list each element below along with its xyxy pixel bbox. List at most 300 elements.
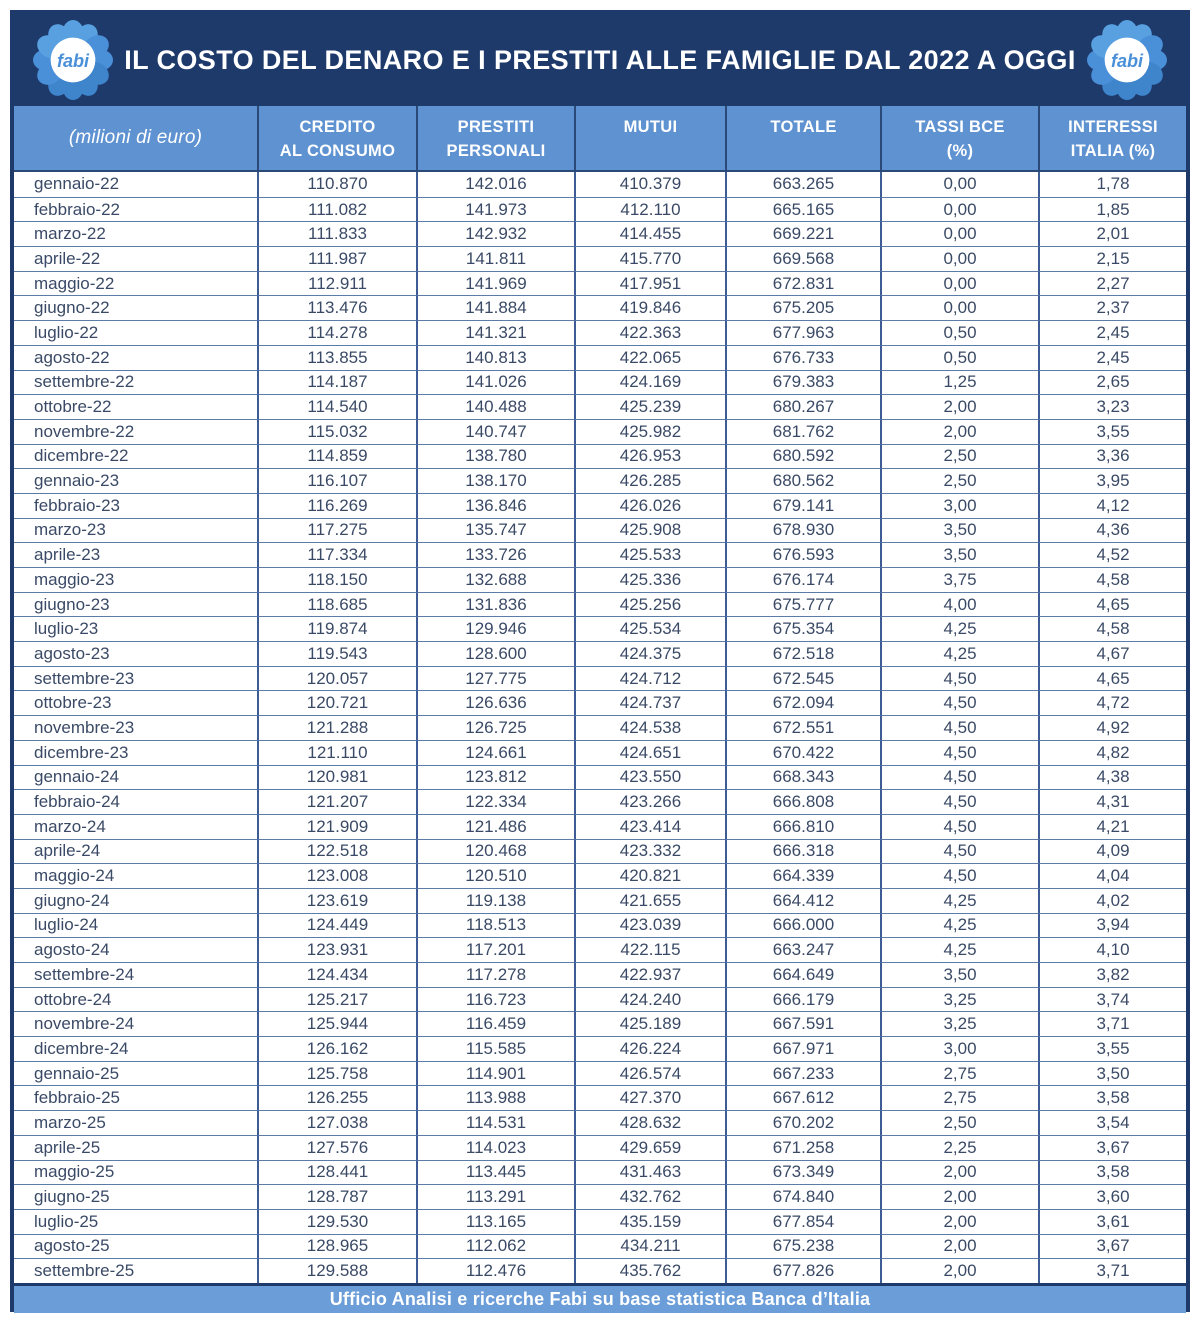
value-cell: 117.201 [416,937,574,962]
month-cell: giugno-24 [14,888,257,913]
value-cell: 141.026 [416,370,574,395]
value-cell: 128.441 [257,1160,416,1185]
value-cell: 679.141 [725,493,880,518]
column-header-credito-al-consumo: CREDITO AL CONSUMO [257,106,416,170]
value-cell: 667.971 [725,1036,880,1061]
value-cell: 426.285 [574,468,725,493]
month-cell: gennaio-25 [14,1061,257,1086]
value-cell: 0,50 [880,345,1038,370]
value-cell: 3,71 [1038,1011,1186,1036]
value-cell: 4,72 [1038,690,1186,715]
value-cell: 675.777 [725,592,880,617]
value-cell: 121.486 [416,814,574,839]
value-cell: 2,00 [880,419,1038,444]
value-cell: 664.339 [725,863,880,888]
month-cell: agosto-23 [14,641,257,666]
value-cell: 4,58 [1038,567,1186,592]
value-cell: 663.265 [725,172,880,197]
value-cell: 667.233 [725,1061,880,1086]
value-cell: 4,92 [1038,715,1186,740]
value-cell: 4,36 [1038,518,1186,543]
value-cell: 672.545 [725,666,880,691]
table-row [14,592,1186,617]
table-row [14,1110,1186,1135]
value-cell: 667.591 [725,1011,880,1036]
month-cell: luglio-23 [14,616,257,641]
value-cell: 428.632 [574,1110,725,1135]
value-cell: 126.636 [416,690,574,715]
month-cell: agosto-25 [14,1234,257,1259]
value-cell: 424.240 [574,987,725,1012]
value-cell: 113.476 [257,295,416,320]
value-cell: 4,25 [880,641,1038,666]
value-cell: 135.747 [416,518,574,543]
value-cell: 2,00 [880,1258,1038,1283]
month-cell: ottobre-24 [14,987,257,1012]
value-cell: 128.965 [257,1234,416,1259]
value-cell: 122.334 [416,789,574,814]
value-cell: 666.179 [725,987,880,1012]
month-cell: aprile-24 [14,839,257,864]
value-cell: 3,50 [880,518,1038,543]
value-cell: 113.988 [416,1085,574,1110]
value-cell: 3,25 [880,1011,1038,1036]
month-cell: gennaio-22 [34,174,120,194]
column-header-totale: TOTALE [725,106,880,170]
month-cell: settembre-25 [14,1258,257,1283]
value-cell: 113.291 [416,1184,574,1209]
table-row [14,345,1186,370]
table-row [14,1160,1186,1185]
value-cell: 132.688 [416,567,574,592]
value-cell: 670.422 [725,740,880,765]
value-cell: 120.468 [416,839,574,864]
value-cell: 670.202 [725,1110,880,1135]
value-cell: 120.721 [257,690,416,715]
month-cell: aprile-25 [14,1135,257,1160]
value-cell: 129.588 [257,1258,416,1283]
value-cell: 113.445 [416,1160,574,1185]
value-cell: 2,75 [880,1085,1038,1110]
value-cell: 124.661 [416,740,574,765]
month-cell: gennaio-24 [14,765,257,790]
value-cell: 669.568 [725,246,880,271]
value-cell: 141.321 [416,320,574,345]
value-cell: 4,50 [880,740,1038,765]
value-cell: 121.909 [257,814,416,839]
value-cell: 3,74 [1038,987,1186,1012]
table-row [14,493,1186,518]
value-cell: 2,27 [1038,271,1186,296]
value-cell: 677.826 [725,1258,880,1283]
table-row [14,789,1186,814]
month-cell: giugno-25 [14,1184,257,1209]
value-cell: 131.836 [416,592,574,617]
table-row [14,1258,1186,1283]
fabi-logo-left-icon [30,17,116,103]
value-cell: 113.855 [257,345,416,370]
value-cell: 116.269 [257,493,416,518]
value-cell: 141.969 [416,271,574,296]
fabi-logo-wordmark: fabi [1110,50,1144,71]
value-cell: 127.038 [257,1110,416,1135]
value-cell: 4,25 [880,913,1038,938]
value-cell: 410.379 [574,172,725,197]
value-cell: 3,75 [880,567,1038,592]
table-row [14,740,1186,765]
value-cell: 3,71 [1038,1258,1186,1283]
value-cell: 4,25 [880,616,1038,641]
value-cell: 3,50 [880,542,1038,567]
value-cell: 118.685 [257,592,416,617]
value-cell: 2,00 [880,1234,1038,1259]
table-row [14,542,1186,567]
value-cell: 2,15 [1038,246,1186,271]
value-cell: 116.459 [416,1011,574,1036]
table-row [14,320,1186,345]
month-cell: maggio-23 [14,567,257,592]
value-cell: 2,00 [880,1160,1038,1185]
value-cell: 672.518 [725,641,880,666]
value-cell: 118.513 [416,913,574,938]
table-row [14,1061,1186,1086]
value-cell: 111.082 [257,197,416,222]
value-cell: 117.278 [416,962,574,987]
value-cell: 4,65 [1038,592,1186,617]
value-cell: 114.187 [257,370,416,395]
value-cell: 123.008 [257,863,416,888]
value-cell: 121.110 [257,740,416,765]
value-cell: 0,00 [880,221,1038,246]
value-cell: 2,50 [880,1110,1038,1135]
value-cell: 672.551 [725,715,880,740]
value-cell: 425.189 [574,1011,725,1036]
value-cell: 668.343 [725,765,880,790]
value-cell: 2,75 [880,1061,1038,1086]
value-cell: 426.574 [574,1061,725,1086]
table-row [14,1234,1186,1259]
table-row [14,1209,1186,1234]
value-cell: 126.725 [416,715,574,740]
value-cell: 115.032 [257,419,416,444]
value-cell: 666.808 [725,789,880,814]
value-cell: 140.813 [416,345,574,370]
page-title: IL COSTO DEL DENARO E I PRESTITI ALLE FAMIGLIE DAL 2022 A OGGI [124,44,1076,75]
month-cell: agosto-24 [14,937,257,962]
value-cell: 1,78 [1038,172,1186,197]
table-row [14,295,1186,320]
value-cell: 424.712 [574,666,725,691]
value-cell: 426.224 [574,1036,725,1061]
column-header-mutui: MUTUI [574,106,725,170]
unit-label: (milioni di euro) [68,127,203,148]
value-cell: 4,82 [1038,740,1186,765]
value-cell: 112.476 [416,1258,574,1283]
value-cell: 424.169 [574,370,725,395]
value-cell: 141.811 [416,246,574,271]
value-cell: 672.831 [725,271,880,296]
value-cell: 677.854 [725,1209,880,1234]
value-cell: 4,04 [1038,863,1186,888]
table-row [14,987,1186,1012]
value-cell: 4,09 [1038,839,1186,864]
value-cell: 129.946 [416,616,574,641]
month-cell: aprile-23 [14,542,257,567]
value-cell: 0,00 [880,246,1038,271]
value-cell: 671.258 [725,1135,880,1160]
value-cell: 123.812 [416,765,574,790]
value-cell: 679.383 [725,370,880,395]
value-cell: 425.239 [574,394,725,419]
value-cell: 2,00 [880,394,1038,419]
value-cell: 141.973 [416,197,574,222]
month-cell: marzo-24 [14,814,257,839]
table-row [14,518,1186,543]
value-cell: 669.221 [725,221,880,246]
value-cell: 4,65 [1038,666,1186,691]
table-row [14,394,1186,419]
month-cell: luglio-25 [14,1209,257,1234]
value-cell: 4,67 [1038,641,1186,666]
value-cell: 432.762 [574,1184,725,1209]
value-cell: 3,60 [1038,1184,1186,1209]
value-cell: 429.659 [574,1135,725,1160]
value-cell: 4,10 [1038,937,1186,962]
value-cell: 122.518 [257,839,416,864]
month-cell: luglio-24 [14,913,257,938]
month-cell: maggio-25 [14,1160,257,1185]
footer-bar [14,1283,1186,1313]
column-header-interessi-italia: INTERESSI ITALIA (%) [1038,106,1186,170]
month-cell: settembre-23 [14,666,257,691]
value-cell: 142.932 [416,221,574,246]
value-cell: 2,00 [880,1184,1038,1209]
month-cell: febbraio-22 [14,197,257,222]
month-cell: novembre-22 [14,419,257,444]
value-cell: 119.138 [416,888,574,913]
value-cell: 3,55 [1038,1036,1186,1061]
value-cell: 4,02 [1038,888,1186,913]
value-cell: 116.107 [257,468,416,493]
value-cell: 2,45 [1038,345,1186,370]
value-cell: 4,52 [1038,542,1186,567]
value-cell: 4,25 [880,937,1038,962]
value-cell: 676.593 [725,542,880,567]
table-row [14,765,1186,790]
value-cell: 420.821 [574,863,725,888]
value-cell: 124.449 [257,913,416,938]
value-cell: 4,58 [1038,616,1186,641]
value-cell: 128.787 [257,1184,416,1209]
value-cell: 673.349 [725,1160,880,1185]
header-banner [14,14,1186,106]
table-row [14,839,1186,864]
infographic-frame [10,10,1190,1312]
table-row [14,172,1186,197]
value-cell: 136.846 [416,493,574,518]
value-cell: 4,50 [880,666,1038,691]
value-cell: 422.065 [574,345,725,370]
value-cell: 4,21 [1038,814,1186,839]
value-cell: 4,38 [1038,765,1186,790]
value-cell: 4,50 [880,839,1038,864]
value-cell: 425.533 [574,542,725,567]
value-cell: 3,82 [1038,962,1186,987]
table-row [14,1011,1186,1036]
value-cell: 114.901 [416,1061,574,1086]
value-cell: 423.414 [574,814,725,839]
value-cell: 120.981 [257,765,416,790]
table-row [14,370,1186,395]
value-cell: 419.846 [574,295,725,320]
value-cell: 2,45 [1038,320,1186,345]
table-row [14,641,1186,666]
value-cell: 138.170 [416,468,574,493]
value-cell: 125.217 [257,987,416,1012]
value-cell: 125.944 [257,1011,416,1036]
value-cell: 127.775 [416,666,574,691]
value-cell: 115.585 [416,1036,574,1061]
month-cell: febbraio-23 [14,493,257,518]
table-row [14,567,1186,592]
value-cell: 678.930 [725,518,880,543]
month-cell: settembre-24 [14,962,257,987]
value-cell: 114.531 [416,1110,574,1135]
month-cell: aprile-22 [14,246,257,271]
value-cell: 431.463 [574,1160,725,1185]
value-cell: 427.370 [574,1085,725,1110]
value-cell: 112.911 [257,271,416,296]
value-cell: 114.859 [257,444,416,469]
value-cell: 2,50 [880,444,1038,469]
value-cell: 423.266 [574,789,725,814]
table-row [14,937,1186,962]
value-cell: 2,00 [880,1209,1038,1234]
value-cell: 3,61 [1038,1209,1186,1234]
value-cell: 434.211 [574,1234,725,1259]
table-row [14,913,1186,938]
value-cell: 4,12 [1038,493,1186,518]
value-cell: 666.318 [725,839,880,864]
value-cell: 680.592 [725,444,880,469]
value-cell: 0,00 [880,295,1038,320]
table-row [14,715,1186,740]
value-cell: 423.039 [574,913,725,938]
value-cell: 675.205 [725,295,880,320]
month-cell: gennaio-23 [14,468,257,493]
value-cell: 412.110 [574,197,725,222]
value-cell: 3,55 [1038,419,1186,444]
value-cell: 425.908 [574,518,725,543]
month-cell: marzo-22 [14,221,257,246]
value-cell: 123.619 [257,888,416,913]
table-row [14,616,1186,641]
value-cell: 422.937 [574,962,725,987]
value-cell: 1,25 [880,370,1038,395]
value-cell: 117.334 [257,542,416,567]
column-header-prestiti-personali: PRESTITI PERSONALI [416,106,574,170]
month-cell: ottobre-23 [14,690,257,715]
value-cell: 0,00 [880,172,1038,197]
value-cell: 133.726 [416,542,574,567]
value-cell: 123.931 [257,937,416,962]
value-cell: 128.600 [416,641,574,666]
value-cell: 4,50 [880,789,1038,814]
value-cell: 3,36 [1038,444,1186,469]
table-header-row [14,106,1186,172]
value-cell: 421.655 [574,888,725,913]
value-cell: 677.963 [725,320,880,345]
value-cell: 665.165 [725,197,880,222]
table-body [14,172,1186,1283]
value-cell: 680.562 [725,468,880,493]
value-cell: 3,50 [880,962,1038,987]
value-cell: 435.762 [574,1258,725,1283]
value-cell: 124.434 [257,962,416,987]
month-cell: marzo-23 [14,518,257,543]
month-cell: giugno-23 [14,592,257,617]
value-cell: 417.951 [574,271,725,296]
table-row [14,666,1186,691]
source-credit: Ufficio Analisi e ricerche Fabi su base statistica Banca d’Italia [329,1288,871,1309]
value-cell: 113.165 [416,1209,574,1234]
value-cell: 424.737 [574,690,725,715]
value-cell: 4,31 [1038,789,1186,814]
value-cell: 415.770 [574,246,725,271]
value-cell: 4,50 [880,690,1038,715]
value-cell: 117.275 [257,518,416,543]
table-row [14,1085,1186,1110]
value-cell: 1,85 [1038,197,1186,222]
value-cell: 2,37 [1038,295,1186,320]
value-cell: 120.510 [416,863,574,888]
value-cell: 414.455 [574,221,725,246]
value-cell: 129.530 [257,1209,416,1234]
value-cell: 422.115 [574,937,725,962]
month-cell: novembre-23 [14,715,257,740]
value-cell: 3,54 [1038,1110,1186,1135]
value-cell: 116.723 [416,987,574,1012]
month-cell: dicembre-24 [14,1036,257,1061]
value-cell: 3,00 [880,493,1038,518]
table-row [14,1135,1186,1160]
table-row [14,888,1186,913]
month-cell: maggio-24 [14,863,257,888]
month-cell: dicembre-23 [14,740,257,765]
value-cell: 3,95 [1038,468,1186,493]
month-cell: giugno-22 [14,295,257,320]
value-cell: 674.840 [725,1184,880,1209]
value-cell: 4,50 [880,863,1038,888]
table-row [14,962,1186,987]
value-cell: 2,65 [1038,370,1186,395]
value-cell: 4,00 [880,592,1038,617]
value-cell: 111.987 [257,246,416,271]
fabi-logo-wordmark: fabi [56,50,90,71]
value-cell: 126.255 [257,1085,416,1110]
value-cell: 4,50 [880,715,1038,740]
value-cell: 114.540 [257,394,416,419]
value-cell: 666.000 [725,913,880,938]
value-cell: 119.543 [257,641,416,666]
value-cell: 120.057 [257,666,416,691]
value-cell: 4,25 [880,888,1038,913]
value-cell: 121.207 [257,789,416,814]
value-cell: 672.094 [725,690,880,715]
value-cell: 426.026 [574,493,725,518]
value-cell: 423.550 [574,765,725,790]
month-cell: settembre-22 [14,370,257,395]
